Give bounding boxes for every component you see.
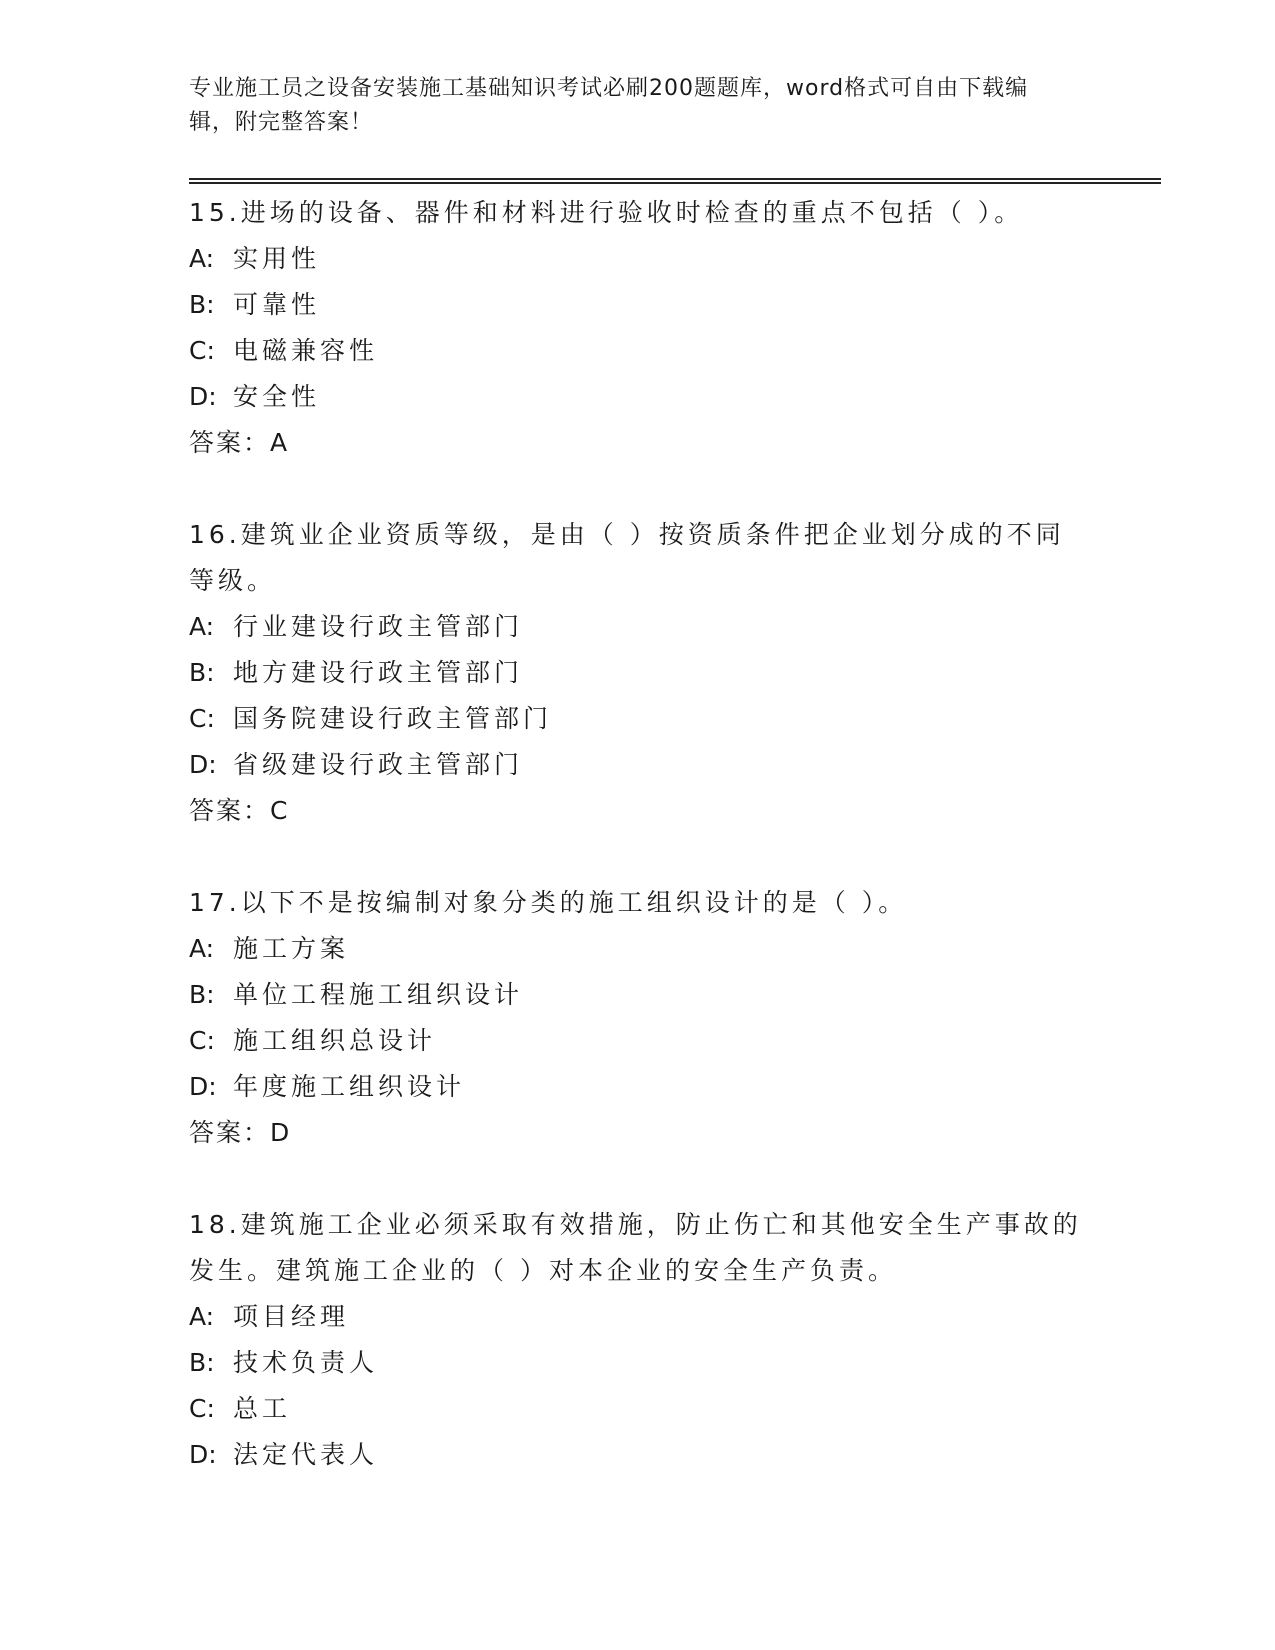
- option-key: D:: [189, 750, 217, 779]
- option-c: [189, 696, 1089, 742]
- option-text: 国务院建设行政主管部门: [233, 704, 553, 733]
- question-stem: 18.建筑施工企业必须采取有效措施，防止伤亡和其他安全生产事故的发生。建筑施工企业的（ ）对本企业的安全生产负责。: [189, 1210, 1082, 1285]
- option-a: [189, 1294, 1089, 1340]
- option-c: [189, 328, 1089, 374]
- option-key: B:: [189, 658, 215, 687]
- option-key: B:: [189, 980, 215, 1009]
- option-d: [189, 1432, 1089, 1478]
- question-17: [189, 880, 1089, 1156]
- question-list: [189, 190, 1089, 1524]
- option-text: 年度施工组织设计: [233, 1072, 466, 1101]
- option-d: [189, 742, 1089, 788]
- option-text: 施工方案: [233, 934, 350, 963]
- question-15: [189, 190, 1089, 466]
- option-key: A:: [189, 612, 215, 641]
- option-text: 实用性: [233, 244, 321, 273]
- option-text: 省级建设行政主管部门: [233, 750, 524, 779]
- option-d: [189, 374, 1089, 420]
- option-text: 单位工程施工组织设计: [233, 980, 524, 1009]
- option-text: 行业建设行政主管部门: [233, 612, 524, 641]
- question-stem: 16.建筑业企业资质等级，是由（ ）按资质条件把企业划分成的不同等级。: [189, 520, 1065, 595]
- option-b: [189, 282, 1089, 328]
- option-key: A:: [189, 934, 215, 963]
- option-a: [189, 236, 1089, 282]
- option-text: 地方建设行政主管部门: [233, 658, 524, 687]
- option-text: 安全性: [233, 382, 321, 411]
- option-key: D:: [189, 382, 217, 411]
- option-key: C:: [189, 1394, 215, 1423]
- option-b: [189, 972, 1089, 1018]
- question-16: [189, 512, 1089, 834]
- option-b: [189, 1340, 1089, 1386]
- option-key: C:: [189, 336, 215, 365]
- option-key: C:: [189, 704, 215, 733]
- option-key: D:: [189, 1072, 217, 1101]
- document-header: 专业施工员之设备安装施工基础知识考试必刷200题题库，word格式可自由下载编辑，附完整答案！: [189, 76, 1029, 135]
- option-key: B:: [189, 290, 215, 319]
- answer-line: 答案：A: [189, 428, 290, 457]
- option-a: [189, 926, 1089, 972]
- option-c: [189, 1386, 1089, 1432]
- option-text: 可靠性: [233, 290, 321, 319]
- question-18: [189, 1202, 1089, 1478]
- option-text: 技术负责人: [233, 1348, 379, 1377]
- option-text: 电磁兼容性: [233, 336, 379, 365]
- option-key: D:: [189, 1440, 217, 1469]
- option-text: 项目经理: [233, 1302, 350, 1331]
- header-divider: [189, 178, 1161, 184]
- option-key: A:: [189, 1302, 215, 1331]
- answer-line: 答案：C: [189, 796, 290, 825]
- option-key: A:: [189, 244, 215, 273]
- option-text: 法定代表人: [233, 1440, 379, 1469]
- answer-line: 答案：D: [189, 1118, 292, 1147]
- option-a: [189, 604, 1089, 650]
- option-d: [189, 1064, 1089, 1110]
- option-text: 施工组织总设计: [233, 1026, 437, 1055]
- question-stem: 15.进场的设备、器件和材料进行验收时检查的重点不包括（ ）。: [189, 198, 1024, 227]
- option-text: 总工: [233, 1394, 292, 1423]
- option-b: [189, 650, 1089, 696]
- option-c: [189, 1018, 1089, 1064]
- option-key: B:: [189, 1348, 215, 1377]
- option-key: C:: [189, 1026, 215, 1055]
- question-stem: 17.以下不是按编制对象分类的施工组织设计的是（ ）。: [189, 888, 908, 917]
